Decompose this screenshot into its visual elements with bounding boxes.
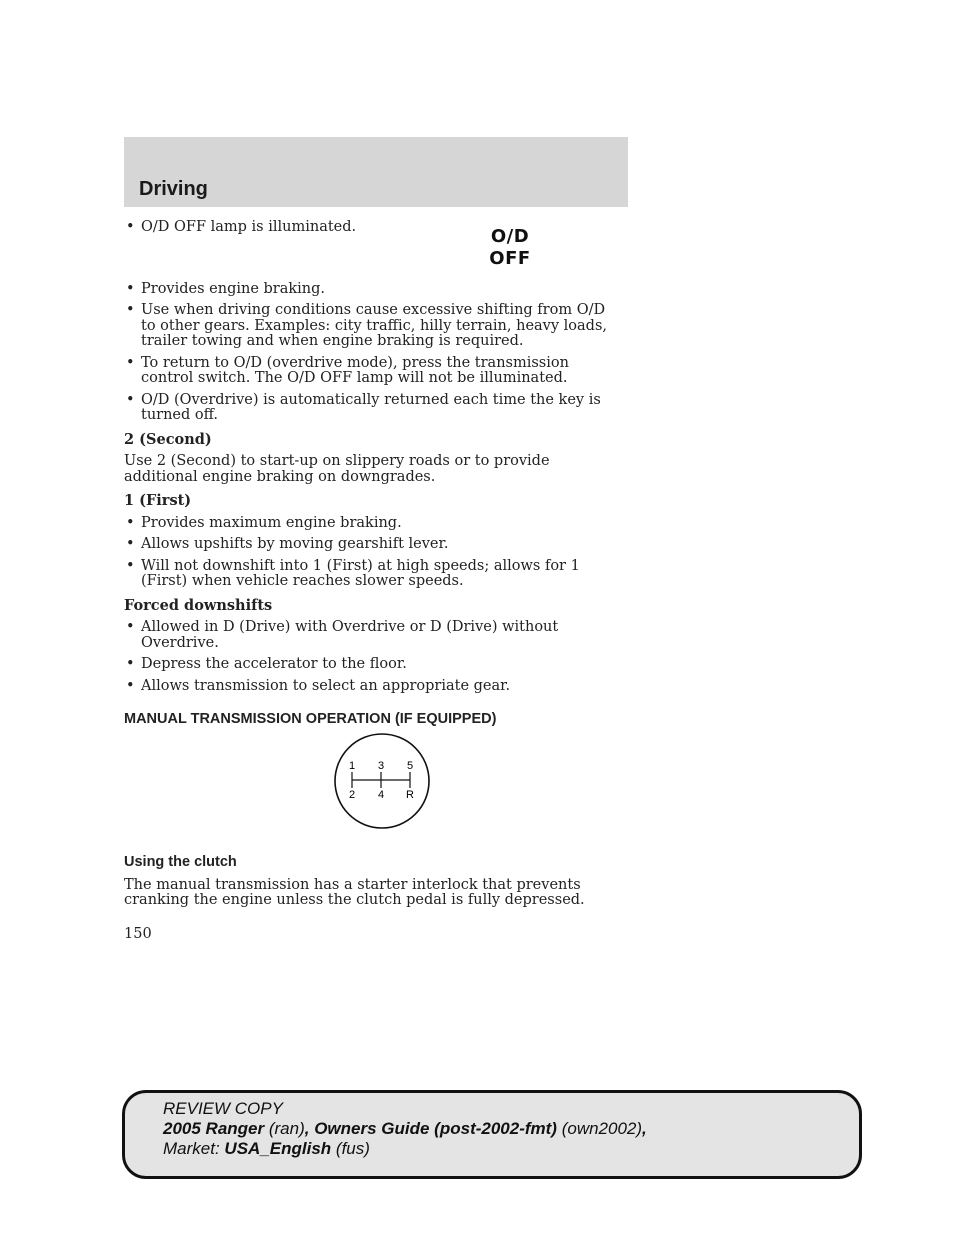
gear-label-2: 2	[348, 789, 356, 801]
gear-label-5: 5	[406, 760, 414, 772]
list-item: • Provides engine braking.	[124, 282, 624, 298]
list-item: • O/D (Overdrive) is automatically returned each time the key is turned off.	[124, 393, 624, 424]
list-item: • Use when driving conditions cause excessive shifting from O/D to other gears. Examples: city traffic, hilly terrain, heavy loads, trailer towing and when engine braking is required.	[124, 303, 624, 350]
manual-transmission-heading: MANUAL TRANSMISSION OPERATION (IF EQUIPPED)	[124, 711, 497, 727]
list-item: • Will not downshift into 1 (First) at high speeds; allows for 1 (First) when vehicle reaches slower speeds.	[124, 559, 624, 590]
main-content	[124, 220, 624, 728]
gear-label-r: R	[406, 789, 414, 801]
clutch-section	[124, 855, 624, 916]
footer-comma: ,	[642, 1119, 647, 1138]
second-gear-text: Use 2 (Second) to start-up on slippery roads or to provide additional engine braking on downgrades.	[124, 453, 550, 485]
gear-label-3: 3	[377, 760, 385, 772]
forced-downshifts-heading: Forced downshifts	[124, 596, 273, 614]
section-title: Driving	[139, 178, 208, 200]
shift-pattern-diagram	[333, 732, 431, 830]
footer-market-code: (fus)	[335, 1139, 370, 1158]
footer-guide: , Owners Guide (post-2002-fmt)	[304, 1119, 557, 1138]
clutch-text: The manual transmission has a starter interlock that prevents cranking the engine unless the clutch pedal is fully depressed.	[124, 876, 585, 908]
od-lamp-line1: O/D	[490, 226, 530, 247]
od-lamp-line2: OFF	[489, 248, 531, 269]
footer-guide-code: (own2002)	[561, 1119, 643, 1138]
list-item: • Depress the accelerator to the floor.	[124, 657, 624, 673]
page-number: 150	[124, 926, 152, 942]
shift-knob-outline	[335, 734, 429, 828]
review-copy-footer	[122, 1090, 862, 1179]
list-item: • O/D OFF lamp is illuminated.	[124, 220, 471, 236]
list-item: • Provides maximum engine braking.	[124, 516, 624, 532]
list-item: • To return to O/D (overdrive mode), press the transmission control switch. The O/D OFF lamp will not be illuminated.	[124, 356, 624, 387]
clutch-heading: Using the clutch	[124, 854, 237, 870]
footer-text	[163, 1099, 647, 1159]
footer-model-code: (ran)	[268, 1119, 305, 1138]
gear-label-4: 4	[377, 789, 385, 801]
gear-label-1: 1	[348, 760, 356, 772]
footer-model: 2005 Ranger	[163, 1119, 265, 1138]
footer-market-label: Market:	[163, 1139, 220, 1158]
review-copy-label: REVIEW COPY	[163, 1099, 283, 1118]
section-header-band	[124, 137, 628, 207]
list-item: • Allowed in D (Drive) with Overdrive or D (Drive) without Overdrive.	[124, 620, 624, 651]
shift-pattern-icon	[333, 732, 431, 830]
second-gear-heading: 2 (Second)	[124, 430, 212, 448]
footer-market: USA_English	[224, 1139, 332, 1158]
first-gear-heading: 1 (First)	[124, 492, 192, 509]
list-item: • Allows upshifts by moving gearshift lever.	[124, 537, 624, 553]
list-item: • Allows transmission to select an appropriate gear.	[124, 679, 624, 695]
